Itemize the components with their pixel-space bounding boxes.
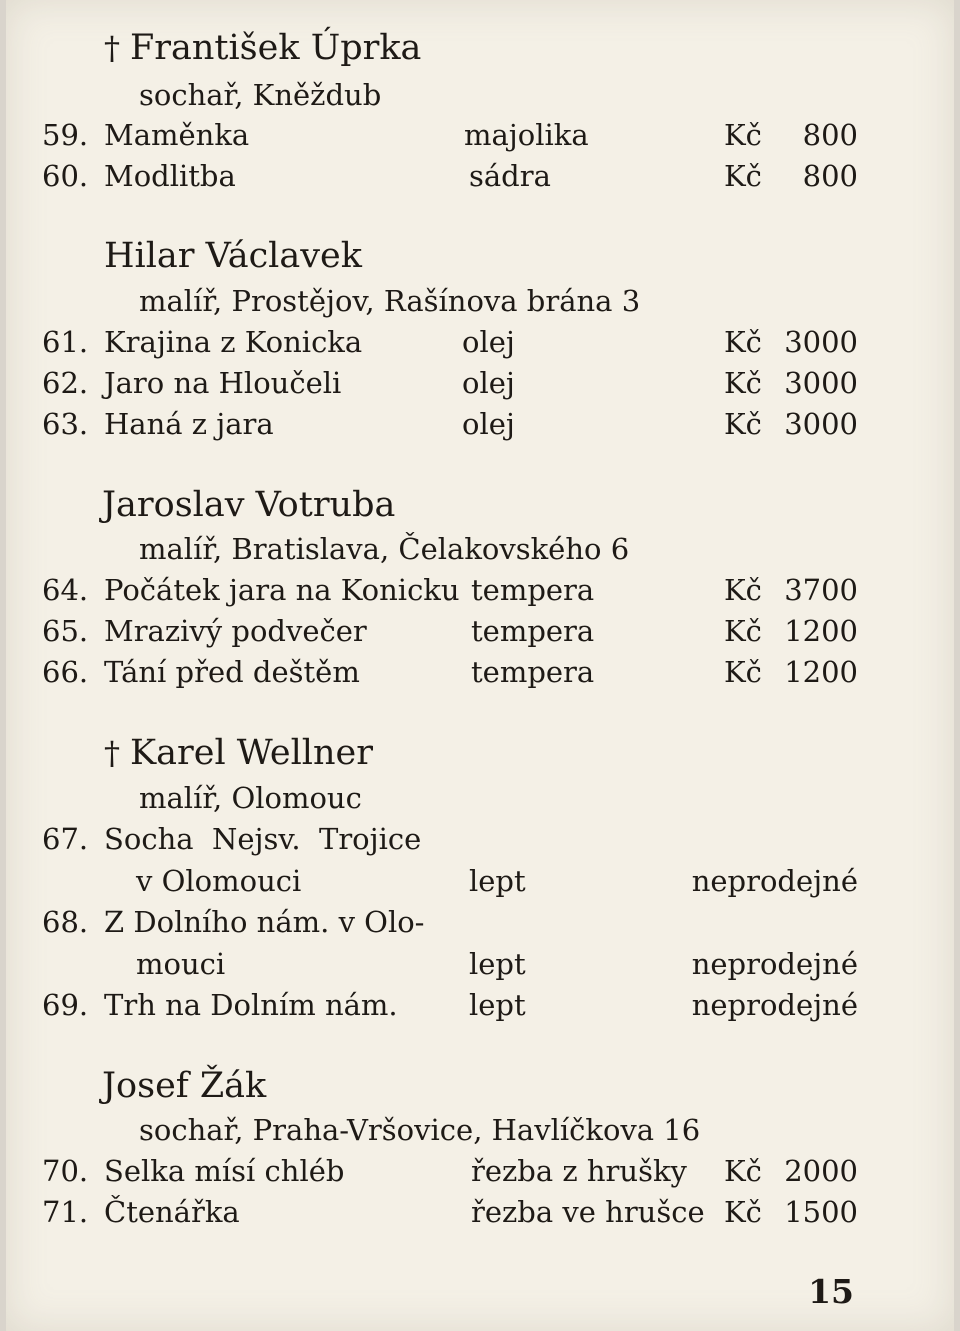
entry-title: Maměnka <box>104 118 250 152</box>
entry-technique: tempera <box>471 655 595 689</box>
artist-info: malíř, Olomouc <box>139 781 362 815</box>
catalog-entry <box>6 159 954 195</box>
entry-technique: sádra <box>469 159 551 193</box>
entry-price: 1200 <box>784 614 858 648</box>
entry-technique: tempera <box>471 573 595 607</box>
catalog-entry <box>6 655 954 691</box>
entry-title-continued: v Olomouci <box>136 864 302 898</box>
entry-price: 3000 <box>784 325 858 359</box>
entry-number: 69. <box>42 988 89 1022</box>
artist-name: Josef Žák <box>102 1066 267 1106</box>
entry-number: 60. <box>42 159 89 193</box>
entry-not-for-sale: neprodejné <box>691 947 858 981</box>
artist-name-text: Karel Wellner <box>130 733 373 773</box>
entry-title: Krajina z Konicka <box>104 325 363 359</box>
catalog-entry <box>6 905 954 941</box>
entry-currency: Kč <box>724 407 762 441</box>
artist-name <box>104 733 373 773</box>
catalog-entry <box>6 573 954 609</box>
entry-price: 3000 <box>784 407 858 441</box>
entry-technique: řezba ve hrušce <box>471 1195 705 1229</box>
entry-currency: Kč <box>724 159 762 193</box>
entry-title: Haná z jara <box>104 407 274 441</box>
entry-title: Selka mísí chléb <box>104 1154 345 1188</box>
artist-info: malíř, Prostějov, Rašínova brána 3 <box>139 284 641 318</box>
entry-technique: olej <box>462 407 515 441</box>
entry-title: Socha Nejsv. Trojice <box>104 822 422 856</box>
entry-title: Trh na Dolním nám. <box>104 988 398 1022</box>
entry-price: 1500 <box>784 1195 858 1229</box>
entry-number: 64. <box>42 573 89 607</box>
entry-currency: Kč <box>724 1154 762 1188</box>
artist-name: Jaroslav Votruba <box>102 485 396 525</box>
entry-number: 63. <box>42 407 89 441</box>
entry-technique: tempera <box>471 614 595 648</box>
entry-not-for-sale: neprodejné <box>691 988 858 1022</box>
entry-number: 65. <box>42 614 89 648</box>
catalog-entry-continued <box>6 864 954 900</box>
entry-currency: Kč <box>724 573 762 607</box>
artist-info: sochař, Kněždub <box>139 78 382 112</box>
entry-currency: Kč <box>724 366 762 400</box>
catalog-entry <box>6 614 954 650</box>
entry-currency: Kč <box>724 118 762 152</box>
entry-title: Z Dolního nám. v Olo- <box>104 905 425 939</box>
entry-number: 66. <box>42 655 89 689</box>
catalog-entry <box>6 366 954 402</box>
catalog-entry <box>6 988 954 1024</box>
entry-currency: Kč <box>724 655 762 689</box>
entry-technique: olej <box>462 325 515 359</box>
entry-price: 800 <box>802 159 858 193</box>
entry-price: 2000 <box>784 1154 858 1188</box>
entry-technique: majolika <box>464 118 589 152</box>
entry-currency: Kč <box>724 325 762 359</box>
entry-number: 68. <box>42 905 89 939</box>
entry-price: 1200 <box>784 655 858 689</box>
entry-technique: lept <box>469 947 526 981</box>
entry-number: 71. <box>42 1195 89 1229</box>
entry-title: Mrazivý podvečer <box>104 614 367 648</box>
entry-currency: Kč <box>724 1195 762 1229</box>
catalog-entry-continued <box>6 947 954 983</box>
entry-title: Jaro na Hloučeli <box>104 366 342 400</box>
entry-technique: olej <box>462 366 515 400</box>
artist-name: Hilar Václavek <box>104 236 362 276</box>
entry-currency: Kč <box>724 614 762 648</box>
entry-not-for-sale: neprodejné <box>691 864 858 898</box>
entry-number: 61. <box>42 325 89 359</box>
entry-number: 59. <box>42 118 89 152</box>
entry-title: Modlitba <box>104 159 236 193</box>
artist-info: sochař, Praha-Vršovice, Havlíčkova 16 <box>139 1113 701 1147</box>
catalog-entry <box>6 1195 954 1231</box>
entry-title: Tání před deštěm <box>104 655 360 689</box>
entry-title: Čtenářka <box>104 1195 240 1229</box>
artist-info: malíř, Bratislava, Čelakovského 6 <box>139 532 630 566</box>
entry-technique: lept <box>469 864 526 898</box>
entry-price: 800 <box>802 118 858 152</box>
entry-number: 70. <box>42 1154 89 1188</box>
entry-title-continued: mouci <box>136 947 226 981</box>
catalog-entry <box>6 407 954 443</box>
entry-title: Počátek jara na Konicku <box>104 573 460 607</box>
cross-icon: † <box>104 734 120 772</box>
entry-technique: lept <box>469 988 526 1022</box>
artist-name <box>104 28 421 68</box>
cross-icon: † <box>104 29 120 67</box>
entry-technique: řezba z hrušky <box>471 1154 687 1188</box>
artist-name-text: František Úprka <box>130 28 422 68</box>
catalog-entry <box>6 822 954 858</box>
entry-price: 3000 <box>784 366 858 400</box>
page-number: 15 <box>808 1272 854 1311</box>
entry-number: 67. <box>42 822 89 856</box>
entry-number: 62. <box>42 366 89 400</box>
catalog-page <box>6 0 954 1331</box>
catalog-entry <box>6 325 954 361</box>
entry-price: 3700 <box>784 573 858 607</box>
catalog-entry <box>6 1154 954 1190</box>
catalog-entry <box>6 118 954 154</box>
